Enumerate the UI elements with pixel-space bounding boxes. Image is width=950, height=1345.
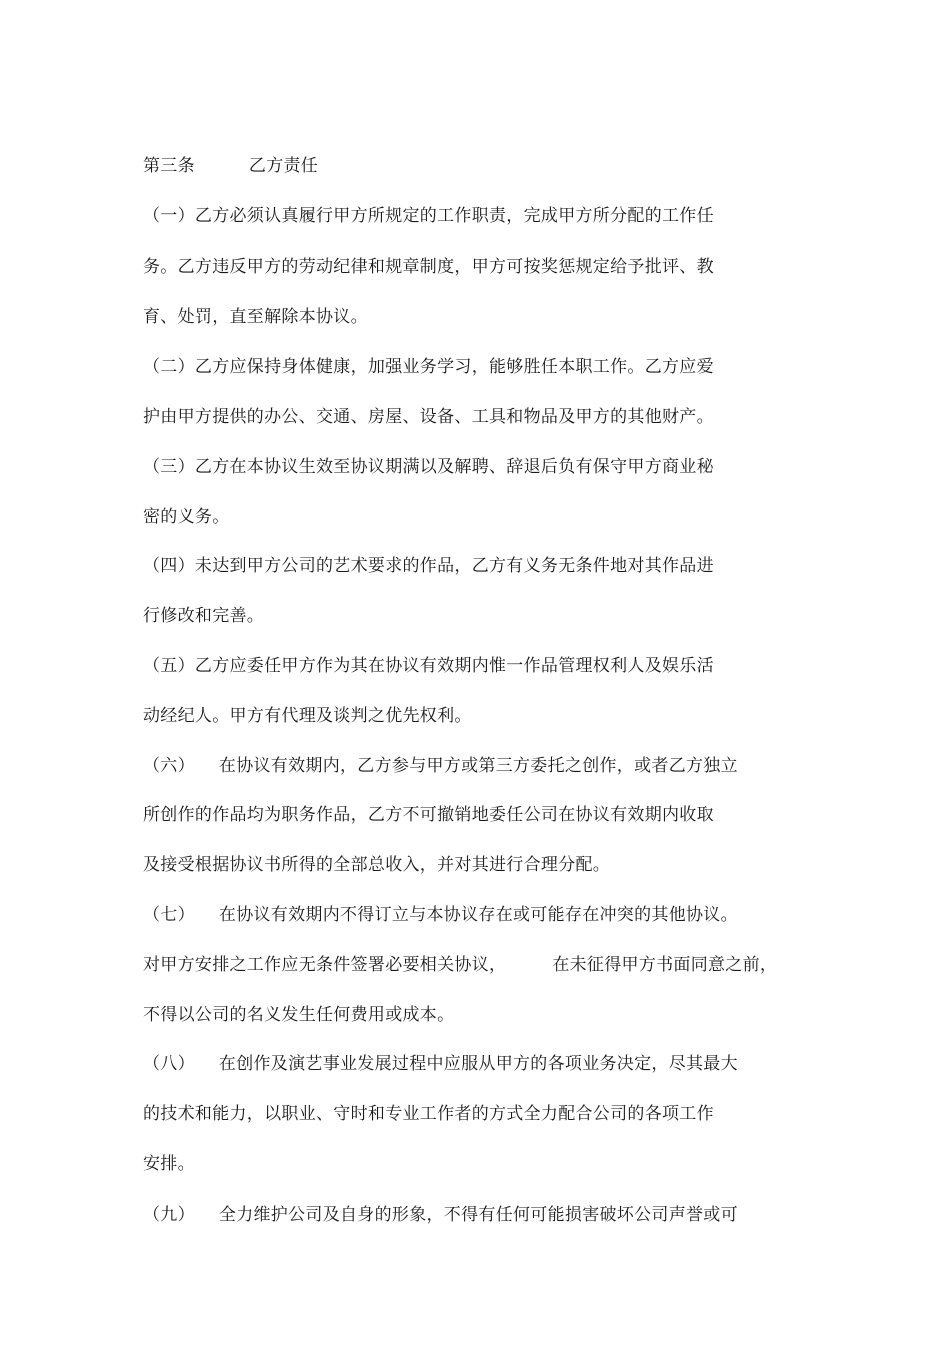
- clause-4-line-1: （四）未达到甲方公司的艺术要求的作品，乙方有义务无条件地对其作品进: [143, 556, 714, 576]
- clause-4-line-2: 行修改和完善。: [143, 606, 265, 626]
- clause-3-line-1: （三）乙方在本协议生效至协议期满以及解聘、辞退后负有保守甲方商业秘: [143, 457, 714, 477]
- clause-8-line-3: 安排。: [143, 1154, 195, 1174]
- clause-6-line-3: 及接受根据协议书所得的全部总收入，并对其进行合理分配。: [143, 855, 611, 875]
- clause-6-line-1: [143, 754, 738, 778]
- clause-5-line-1: （五）乙方应委任甲方作为其在协议有效期内惟一作品管理权利人及娱乐活: [143, 656, 714, 676]
- clause-8-line-2: 的技术和能力，以职业、守时和专业工作者的方式全力配合公司的各项工作: [143, 1104, 714, 1124]
- clause-7-line-3: 不得以公司的名义发生任何费用或成本。: [143, 1005, 455, 1025]
- clause-5-line-2: 动经纪人。甲方有代理及谈判之优先权利。: [143, 706, 472, 726]
- clause-6-line-2: 所创作的作品均为职务作品，乙方不可撤销地委任公司在协议有效期内收取: [143, 805, 714, 825]
- clause-6-text: 在协议有效期内，乙方参与甲方或第三方委托之创作，或者乙方独立: [218, 756, 738, 776]
- clause-7-marker: （七）: [143, 905, 195, 925]
- clause-7-text-b: 在未征得甲方书面同意之前，: [552, 955, 778, 975]
- clause-1-line-3: 育、处罚，直至解除本协议。: [143, 307, 368, 327]
- clause-7-text-a: 对甲方安排之工作应无条件签署必要相关协议，: [143, 955, 507, 975]
- clause-8-line-1: [143, 1052, 738, 1076]
- clause-8-marker: （八）: [143, 1054, 195, 1074]
- clause-9-text: 全力维护公司及自身的形象，不得有任何可能损害破坏公司声誉或可: [218, 1205, 738, 1225]
- clause-2-line-1: （二）乙方应保持身体健康，加强业务学习，能够胜任本职工作。乙方应爱: [143, 357, 714, 377]
- clause-9-marker: （九）: [143, 1205, 195, 1225]
- clause-7-line-2: [143, 953, 777, 977]
- clause-6-marker: （六）: [143, 756, 195, 776]
- clause-1-line-2: 务。乙方违反甲方的劳动纪律和规章制度，甲方可按奖惩规定给予批评、教: [143, 257, 714, 277]
- clause-2-line-2: 护由甲方提供的办公、交通、房屋、设备、工具和物品及甲方的其他财产。: [143, 407, 714, 427]
- article-title: 乙方责任: [248, 156, 319, 176]
- clause-9-line-1: [143, 1203, 738, 1227]
- clause-8-text: 在创作及演艺事业发展过程中应服从甲方的各项业务决定，尽其最大: [218, 1054, 738, 1074]
- clause-7-line-1: [143, 903, 738, 927]
- clause-3-line-2: 密的义务。: [143, 507, 230, 527]
- clause-7-text: 在协议有效期内不得订立与本协议存在或可能存在冲突的其他协议。: [218, 905, 738, 925]
- article-heading: [143, 154, 318, 178]
- clause-1-line-1: （一）乙方必须认真履行甲方所规定的工作职责，完成甲方所分配的工作任: [143, 206, 714, 226]
- article-number: 第三条: [143, 156, 195, 176]
